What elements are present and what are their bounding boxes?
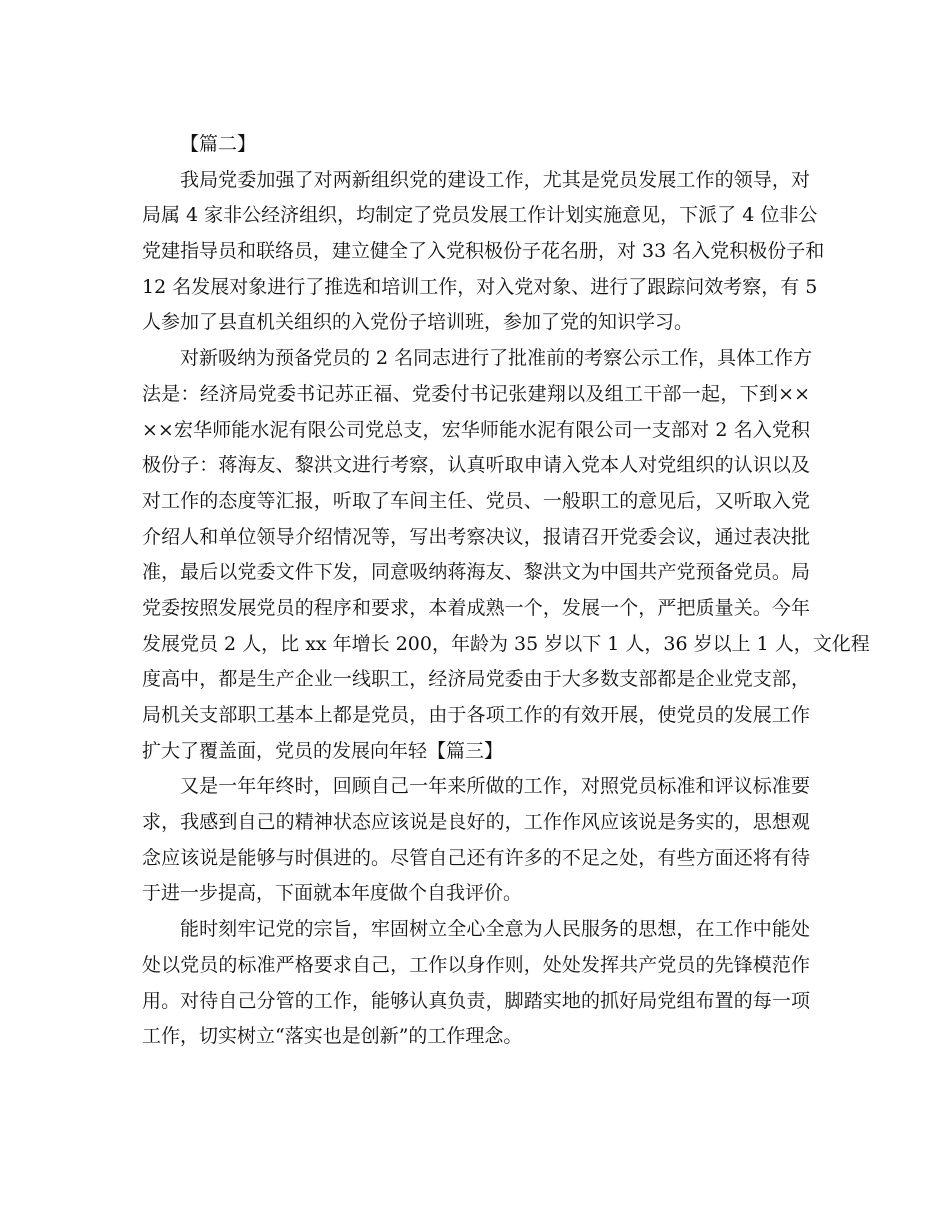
paragraph-line: 局属 4 家非公经济组织，均制定了党员发展工作计划实施意见，下派了 4 位非公 <box>142 204 818 227</box>
paragraph-line: 扩大了覆盖面，党员的发展向年轻【篇三】 <box>142 739 504 762</box>
paragraph-line: 念应该说是能够与时俱进的。尽管自己还有许多的不足之处，有些方面还将有待 <box>142 846 810 869</box>
paragraph-line: 工作，切实树立“落实也是创新”的工作理念。 <box>142 1025 523 1048</box>
paragraph-line: 准，最后以党委文件下发，同意吸纳蒋海友、黎洪文为中国共产党预备党员。局 <box>142 561 810 584</box>
paragraph-line: 度高中，都是生产企业一线职工，经济局党委由于大多数支部都是企业党支部， <box>142 668 810 691</box>
paragraph-line: 党委按照发展党员的程序和要求，本着成熟一个，发展一个，严把质量关。今年 <box>142 596 810 619</box>
paragraph-line: 于进一步提高，下面就本年度做个自我评价。 <box>142 882 523 905</box>
paragraph-line: 处以党员的标准严格要求自己，工作以身作则，处处发挥共产党员的先锋模范作 <box>142 953 810 976</box>
paragraph-line: ××宏华师能水泥有限公司党总支，宏华师能水泥有限公司一支部对 2 名入党积 <box>142 418 810 441</box>
paragraph-line: 能时刻牢记党的宗旨，牢固树立全心全意为人民服务的思想，在工作中能处 <box>180 918 810 941</box>
paragraph-line: 我局党委加强了对两新组织党的建设工作，尤其是党员发展工作的领导，对 <box>180 168 810 191</box>
paragraph-line: 12 名发展对象进行了推选和培训工作，对入党对象、进行了跟踪问效考察，有 5 <box>142 275 818 298</box>
paragraph-line: 介绍人和单位领导介绍情况等，写出考察决议，报请召开党委会议，通过表决批 <box>142 525 810 548</box>
section-heading: 【篇二】 <box>180 133 257 155</box>
document-body <box>142 127 870 1055</box>
paragraph-line: 对新吸纳为预备党员的 2 名同志进行了批准前的考察公示工作，具体工作方 <box>180 347 813 370</box>
paragraph-line: 法是：经济局党委书记苏正福、党委付书记张建翔以及组工干部一起，下到×× <box>142 382 810 405</box>
paragraph-line: 用。对待自己分管的工作，能够认真负责，脚踏实地的抓好局党组布置的每一项 <box>142 989 810 1012</box>
paragraph-line: 又是一年年终时，回顾自己一年来所做的工作，对照党员标准和评议标准要 <box>180 775 810 798</box>
paragraph-line: 求，我感到自己的精神状态应该说是良好的，工作作风应该说是务实的，思想观 <box>142 811 810 834</box>
paragraph-line: 党建指导员和联络员，建立健全了入党积极份子花名册，对 33 名入党积极份子和 <box>142 240 825 263</box>
paragraph-line: 发展党员 2 人，比 xx 年增长 200，年龄为 35 岁以下 1 人，36 岁以上 1 人，文化程 <box>142 632 870 655</box>
paragraph-line: 局机关支部职工基本上都是党员，由于各项工作的有效开展，使党员的发展工作 <box>142 704 810 726</box>
paragraph-line: 对工作的态度等汇报，听取了车间主任、党员、一般职工的意见后，又听取入党 <box>142 489 810 512</box>
paragraph-line: 极份子：蒋海友、黎洪文进行考察，认真听取申请入党本人对党组织的认识以及 <box>142 454 810 477</box>
paragraph-line: 人参加了县直机关组织的入党份子培训班，参加了党的知识学习。 <box>142 311 694 334</box>
